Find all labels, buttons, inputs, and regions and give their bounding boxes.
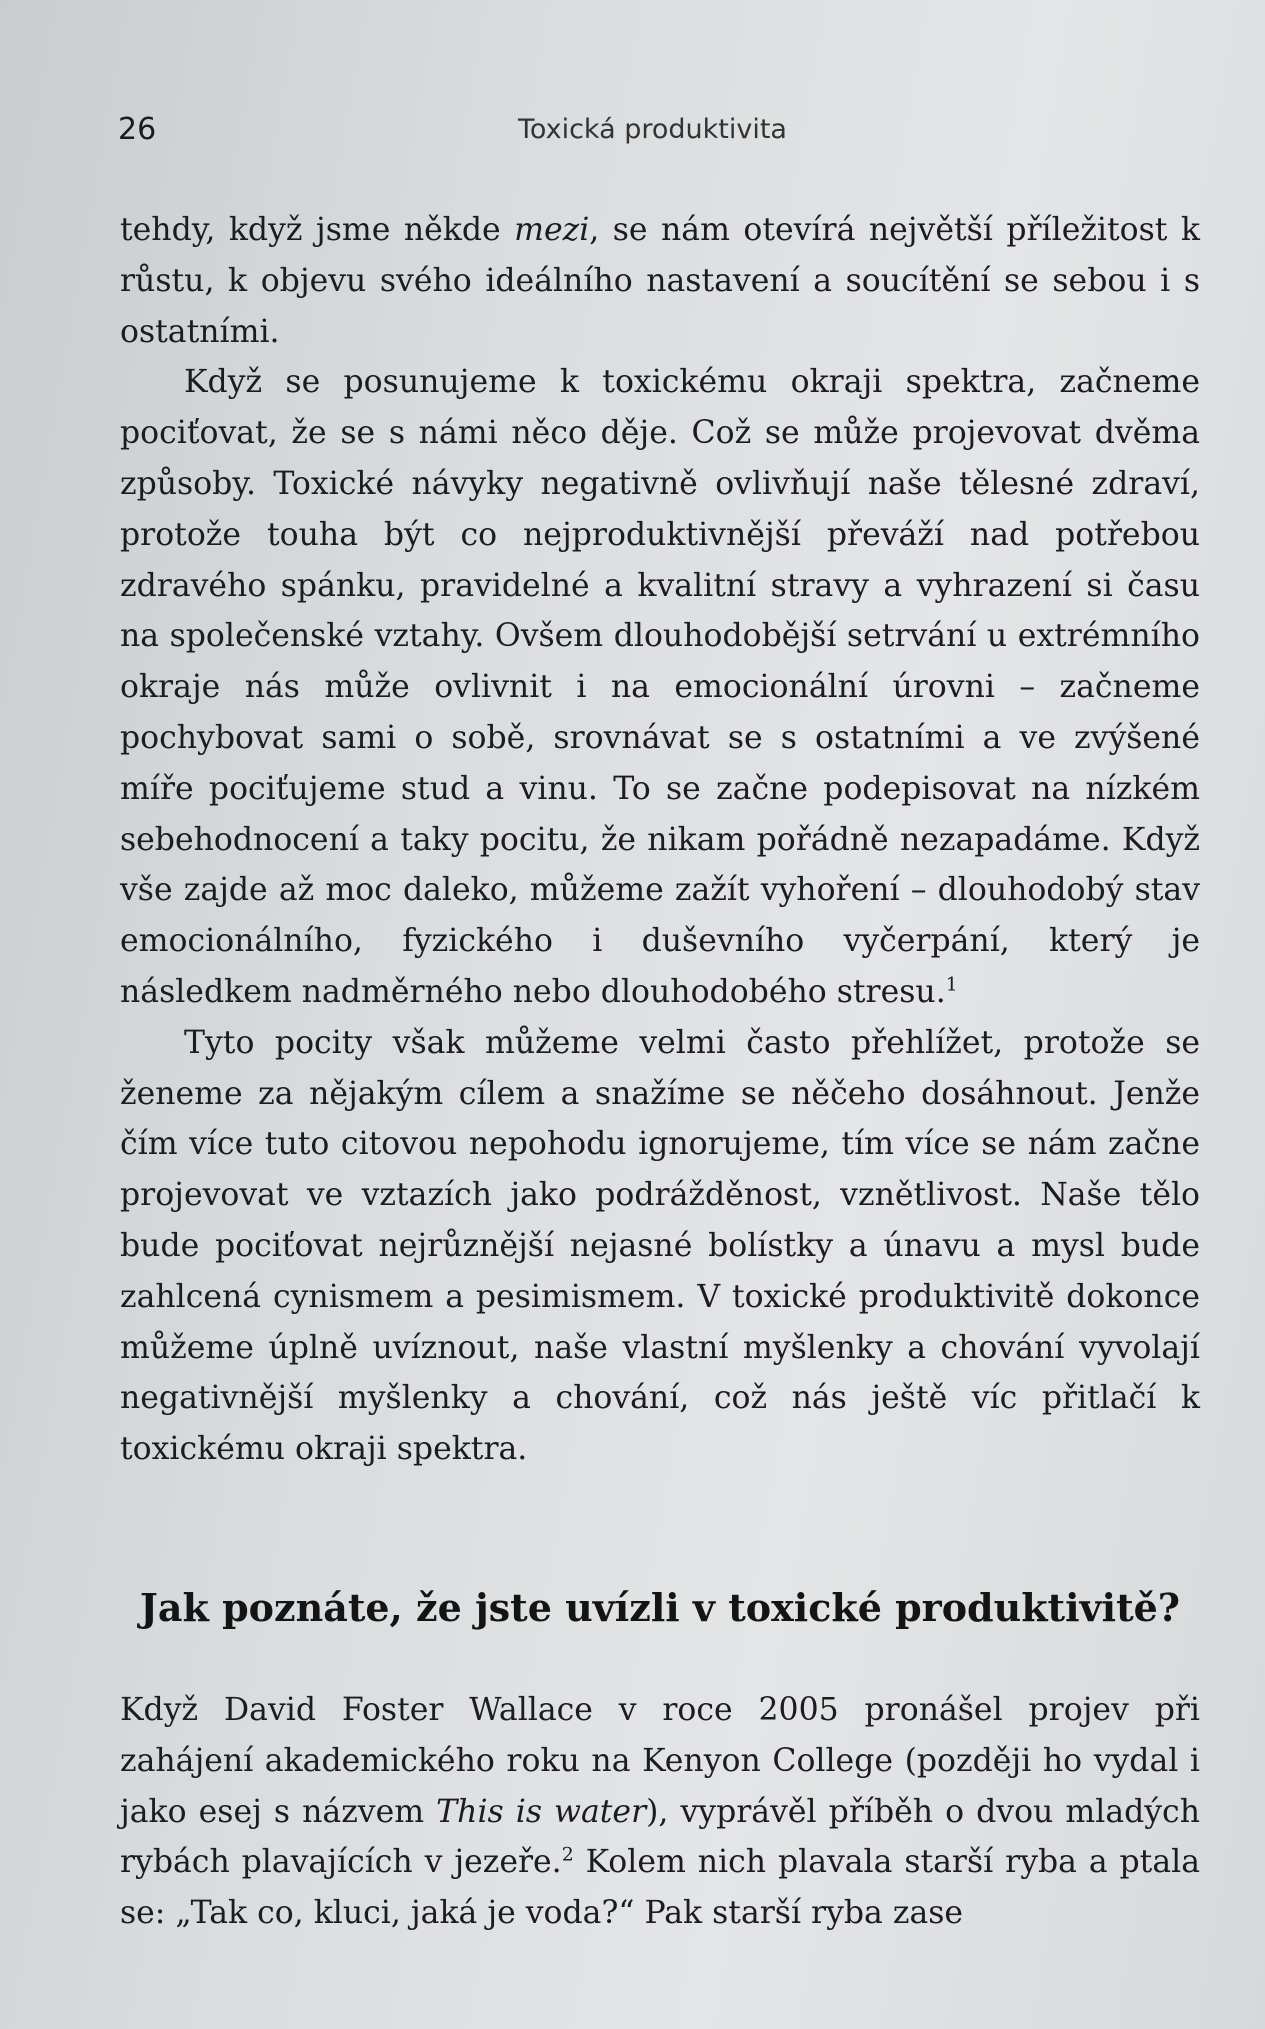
paragraph-4-text-c: Kolem nich plavala starší ryba a ptala se: „Tak co, kluci, jaká je voda?“ Pak starší ryba zase (120, 1844, 1200, 1932)
paragraph-3-text: Tyto pocity však můžeme velmi často přehlížet, protože se ženeme za nějakým cílem a snažíme se něčeho dosáhnout. Jenže čím více tuto citovou nepohodu ignorujeme, tím více se nám začne projevovat ve vztazích jako podrážděnost, vznětlivost. Naše tělo bude pociťovat nejrůznější nejasné bolístky a únavu a mysl bude zahlcená cynismem a pesimismem. V toxické produktivitě dokonce můžeme úplně uvíznout, naše vlastní myšlenky a chování vyvolají negativnější myšlenky a chování, což nás ještě víc přitlačí k toxickému okraji spektra. (120, 1024, 1200, 1468)
paragraph-1-text-b: , se nám otevírá největší příležitost k růstu, k objevu svého ideálního nastavení a soucítění se sebou i s ostatními. (120, 212, 1200, 350)
paragraph-3 (120, 1018, 1200, 1475)
paragraph-1 (120, 205, 1200, 357)
footnote-ref-2: 2 (561, 1843, 574, 1866)
page-number: 26 (118, 112, 157, 147)
paragraph-4-text-a: Když David Foster Wallace v roce 2005 pronášel projev při zahájení akademického roku na Kenyon College (později ho vydal i jako esej s názvem (120, 1692, 1200, 1830)
paragraph-1-emphasis: mezi (514, 212, 590, 248)
paragraph-2 (120, 357, 1200, 1017)
section-heading: Jak poznáte, že jste uvízli v toxické produktivitě? (139, 1585, 1181, 1630)
paragraph-2-text: Když se posunujeme k toxickému okraji spektra, začneme pociťovat, že se s námi něco děje. Což se může projevovat dvěma způsoby. Toxické návyky negativně ovlivňují naše tělesné zdraví, protože touha být co nejproduktivnější převáží nad potřebou zdravého spánku, pravidelné a kvalitní stravy a vyhrazení si času na společenské vztahy. Ovšem dlouhodobější setrvání u extrémního okraje nás může ovlivnit i na emocionální úrovni – začneme pochybovat sami o sobě, srovnávat se s ostatními a ve zvýšené míře pociťujeme stud a vinu. To se začne podepisovat na nízkém sebehodnocení a taky pocitu, že nikam pořádně nezapadáme. Když vše zajde až moc daleko, můžeme zažít vyhoření – dlouhodobý stav emocionálního, fyzického i duševního vyčerpání, který je následkem nadměrného nebo dlouhodobého stresu. (120, 364, 1200, 1010)
running-title: Toxická produktivita (518, 114, 787, 145)
page-header (118, 112, 1198, 152)
body-text-section (120, 1685, 1200, 1939)
paragraph-1-text-a: tehdy, když jsme někde (120, 212, 515, 248)
paragraph-4-emphasis: This is water (436, 1793, 647, 1830)
paragraph-4-text-b: ), vyprávěl příběh o dvou mladých rybách plavajících v jezeře. (120, 1793, 1200, 1881)
body-text (120, 205, 1200, 1475)
footnote-ref-1: 1 (945, 973, 958, 996)
paragraph-4 (120, 1685, 1200, 1939)
